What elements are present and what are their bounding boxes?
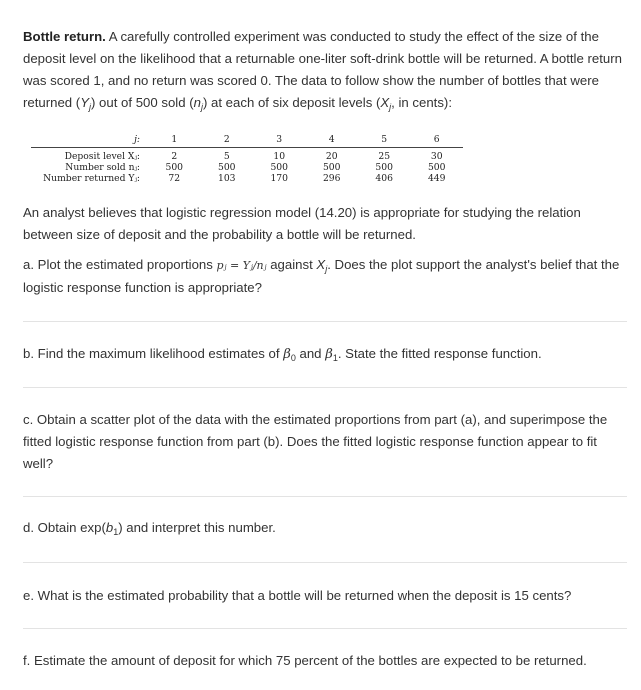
subscript: 0 <box>290 353 296 363</box>
part-f: f. Estimate the amount of deposit for which 75 percent of the bottles are expected to be returned. <box>23 653 587 668</box>
intro-text: ) out of 500 sold ( <box>90 95 194 110</box>
table-cell: 500 <box>322 162 341 173</box>
row-label: Deposit level Xⱼ: <box>64 151 141 162</box>
table-cell: 2 <box>171 151 178 162</box>
table-row <box>31 148 463 163</box>
beta-symbol: β <box>325 347 333 362</box>
divider <box>23 628 627 629</box>
table-cell: 170 <box>270 173 288 184</box>
table-cell: 30 <box>430 151 443 162</box>
part-a <box>23 254 627 299</box>
intro-text: ) at each of six deposit levels ( <box>202 95 381 110</box>
table-cell: 500 <box>375 162 393 173</box>
part-a-text: against <box>266 257 317 272</box>
table-header-cell: 2 <box>201 132 253 148</box>
part-d-text: ) and interpret this number. <box>118 520 276 535</box>
table-cell: 5 <box>223 151 230 162</box>
var-X: X <box>316 257 326 272</box>
table-header-cell: 6 <box>410 132 463 148</box>
table-header-cell: 5 <box>358 132 410 148</box>
sub-j: j <box>88 102 91 112</box>
part-b-text: . State the fitted response function. <box>337 346 542 361</box>
subscript: 1 <box>332 353 338 363</box>
sub-j: j <box>200 102 203 112</box>
table-cell: 500 <box>427 162 446 173</box>
table-header-cell: 1 <box>148 132 200 148</box>
deposit-data-table <box>31 132 463 184</box>
divider <box>23 496 627 497</box>
intro-text: A carefully controlled experiment was conducted to study the effect of the size of the deposit level on the likelihood that a returnable one-liter soft-drink bottle will be returned. A bottle return was scored 1, and no return was scored 0. The data to follow show the number of bottles that were returned ( <box>23 29 622 110</box>
table-cell: 500 <box>217 162 236 173</box>
problem-title: Bottle return. <box>23 29 106 44</box>
table-header-cell: 4 <box>305 132 357 148</box>
sub-j: j <box>325 264 328 274</box>
part-e: e. What is the estimated probability that a bottle will be returned when the deposit is 15 cents? <box>23 588 572 603</box>
table-cell: 103 <box>217 173 236 184</box>
table-header-row <box>31 132 463 148</box>
sub-j: j <box>389 102 392 112</box>
table-cell: 449 <box>427 173 446 184</box>
table-cell: 500 <box>270 162 288 173</box>
table-header-cell: 3 <box>253 132 305 148</box>
var-Y: Y <box>80 95 89 110</box>
intro-text: , in cents): <box>391 95 452 110</box>
table-cell: 406 <box>375 173 393 184</box>
part-d-text: d. Obtain exp( <box>23 520 106 535</box>
proportion-formula: pⱼ = Yⱼ/nⱼ <box>216 259 267 272</box>
part-b-text: b. Find the maximum likelihood estimates of <box>23 346 284 361</box>
table-cell: 10 <box>273 151 286 162</box>
problem-page <box>23 16 627 668</box>
intro-paragraph <box>23 26 627 114</box>
table-cell: 296 <box>322 173 341 184</box>
part-a-text: . Does the plot support the analyst's belief that the logistic response function is appropriate? <box>23 257 620 295</box>
part-b-text: and <box>295 346 326 361</box>
table-cell: 500 <box>165 162 184 173</box>
table-cell: 72 <box>168 173 181 184</box>
table-row <box>31 162 463 173</box>
divider <box>23 387 627 388</box>
subscript: 1 <box>113 527 119 537</box>
var-X: X <box>380 95 390 110</box>
divider <box>23 321 627 322</box>
part-b <box>23 343 627 366</box>
var-n: n <box>193 95 201 110</box>
part-d <box>23 517 627 539</box>
part-c: c. Obtain a scatter plot of the data with the estimated proportions from part (a), and superimpose the fitted logistic response function from part (b). Does the fitted logistic response function appear to fit well? <box>23 412 608 471</box>
var-b: b <box>105 520 114 535</box>
row-label: Number returned Yⱼ: <box>43 173 141 184</box>
row-label: Number sold nⱼ: <box>65 162 141 173</box>
table-row <box>31 173 463 184</box>
analyst-paragraph: An analyst believes that logistic regression model (14.20) is appropriate for studying the relation between size of deposit and the probability a bottle will be returned. <box>23 205 581 242</box>
table-cell: 25 <box>378 151 391 162</box>
beta-symbol: β <box>283 347 291 362</box>
table-header-label: j: <box>31 132 148 148</box>
part-a-text: a. Plot the estimated proportions <box>23 257 217 272</box>
divider <box>23 562 627 563</box>
table-cell: 20 <box>325 151 338 162</box>
